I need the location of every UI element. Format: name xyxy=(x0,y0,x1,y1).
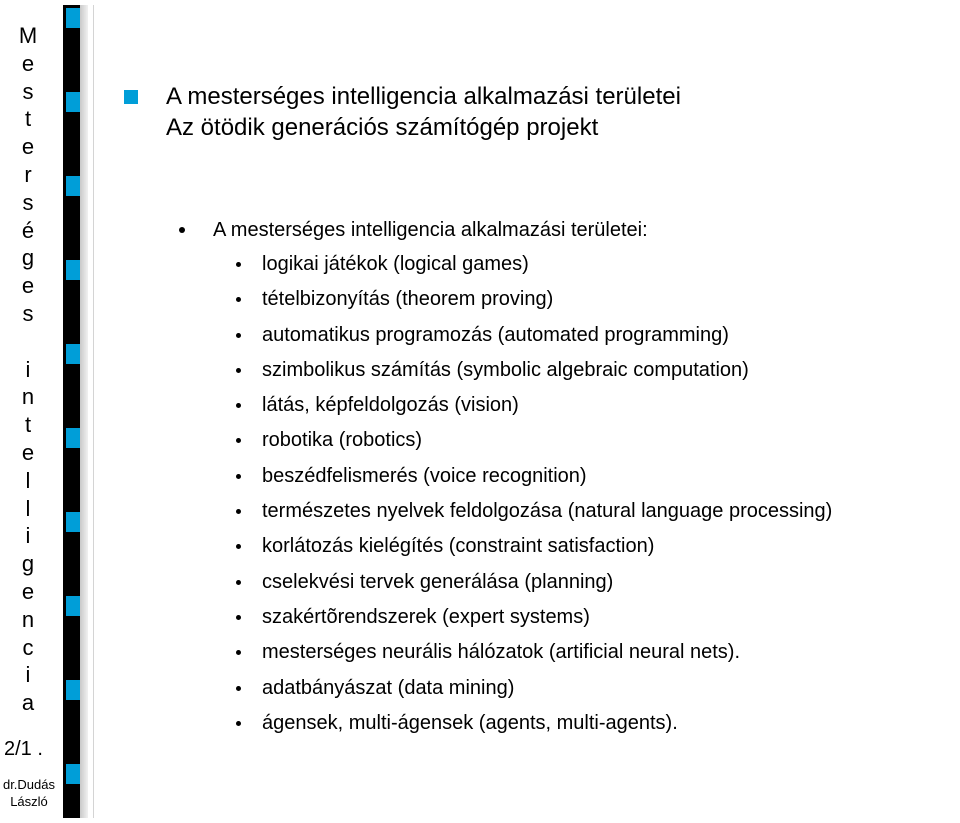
list-item xyxy=(236,675,960,710)
list-item-text: természetes nyelvek feldolgozása (natural language processing) xyxy=(262,500,833,523)
side-title-letter: i xyxy=(25,356,31,382)
side-title-letter: e xyxy=(21,134,35,160)
slide-number: 2/1 . xyxy=(4,738,43,760)
list-item-text: cselekvési tervek generálása (planning) xyxy=(262,570,614,593)
list-item xyxy=(236,533,960,568)
decorative-band-mark xyxy=(66,680,80,700)
list-item xyxy=(236,569,960,604)
bullet-dot-icon xyxy=(236,368,241,373)
decorative-band-mark xyxy=(66,92,80,112)
bullet-dot-icon xyxy=(236,333,241,338)
side-title-letter: t xyxy=(24,106,32,132)
header-subtitle: Az ötödik generációs számítógép projekt xyxy=(166,114,599,141)
bullet-dot-icon xyxy=(236,615,241,620)
bullet-dot-icon xyxy=(236,438,241,443)
list-item xyxy=(236,604,960,639)
side-title-letter: e xyxy=(21,578,35,604)
application-areas-list xyxy=(236,251,960,745)
decorative-band-mark xyxy=(66,596,80,616)
bullet-dot-icon xyxy=(179,227,185,233)
bullet-dot-icon xyxy=(236,580,241,585)
list-item xyxy=(236,251,960,286)
decorative-band-mark xyxy=(66,8,80,28)
author-line-2: László xyxy=(10,794,48,809)
side-title-letter: e xyxy=(21,439,35,465)
side-title-letter: e xyxy=(21,273,35,299)
decorative-band-line xyxy=(93,5,94,818)
list-item-text: tételbizonyítás (theorem proving) xyxy=(262,288,554,311)
list-item xyxy=(236,392,960,427)
side-title-letter: s xyxy=(22,78,34,104)
square-bullet-icon xyxy=(124,90,138,104)
side-title-letter: a xyxy=(21,690,35,716)
list-item xyxy=(236,498,960,533)
bullet-dot-icon xyxy=(236,544,241,549)
list-item-text: látás, képfeldolgozás (vision) xyxy=(262,394,519,417)
list-item xyxy=(236,286,960,321)
side-title-letter: n xyxy=(21,384,35,410)
list-item xyxy=(236,427,960,462)
list-item xyxy=(236,710,960,745)
decorative-band-mark xyxy=(66,764,80,784)
side-title-letter: é xyxy=(21,217,35,243)
author-line-1: dr.Dudás xyxy=(2,777,56,792)
list-item-text: automatikus programozás (automated programming) xyxy=(262,323,729,346)
bullet-dot-icon xyxy=(236,650,241,655)
decorative-band-mark xyxy=(66,512,80,532)
side-title-letter: l xyxy=(25,495,31,521)
bullet-dot-icon xyxy=(236,509,241,514)
side-title-letter: c xyxy=(22,634,34,660)
side-title-letter: l xyxy=(25,467,31,493)
bullet-dot-icon xyxy=(236,403,241,408)
main-bullet-text: A mesterséges intelligencia alkalmazási területei: xyxy=(213,219,648,241)
list-item-text: logikai játékok (logical games) xyxy=(262,253,529,275)
list-item xyxy=(236,357,960,392)
list-item xyxy=(236,639,960,674)
side-title-letter: s xyxy=(22,300,34,326)
list-item-text: beszédfelismerés (voice recognition) xyxy=(262,464,587,487)
vertical-side-title xyxy=(4,22,52,717)
list-item-text: robotika (robotics) xyxy=(262,429,423,452)
list-item-text: ágensek, multi-ágensek (agents, multi-agents). xyxy=(262,711,678,734)
decorative-band-mark xyxy=(66,428,80,448)
side-title-letter: M xyxy=(18,23,38,48)
list-item-text: szakértõrendszerek (expert systems) xyxy=(262,605,590,628)
list-item xyxy=(236,463,960,498)
decorative-band-mark xyxy=(66,176,80,196)
side-title-letter: n xyxy=(21,606,35,632)
list-item-text: mesterséges neurális hálózatok (artificial neural nets). xyxy=(262,641,740,664)
decorative-band-mark xyxy=(66,260,80,280)
list-item xyxy=(236,322,960,357)
side-title-letter: i xyxy=(25,523,31,549)
list-item-text: korlátozás kielégítés (constraint satisfaction) xyxy=(262,535,655,558)
header-title: A mesterséges intelligencia alkalmazási területei xyxy=(166,83,681,110)
bullet-dot-icon xyxy=(236,262,241,267)
side-title-letter: s xyxy=(22,189,34,215)
side-title-letter: g xyxy=(21,551,35,577)
author-name xyxy=(0,776,58,810)
decorative-band-mark xyxy=(66,344,80,364)
side-title-letter: i xyxy=(25,662,31,688)
side-title-letter: g xyxy=(21,245,35,271)
bullet-dot-icon xyxy=(236,686,241,691)
list-item-text: szimbolikus számítás (symbolic algebraic computation) xyxy=(262,358,749,381)
bullet-dot-icon xyxy=(236,297,241,302)
side-title-letter: r xyxy=(24,161,32,187)
side-title-letter: t xyxy=(24,412,32,438)
list-item-text: adatbányászat (data mining) xyxy=(262,676,515,699)
decorative-band-shade xyxy=(80,5,88,818)
side-title-letter: e xyxy=(21,50,35,76)
bullet-dot-icon xyxy=(236,721,241,726)
bullet-dot-icon xyxy=(236,474,241,479)
